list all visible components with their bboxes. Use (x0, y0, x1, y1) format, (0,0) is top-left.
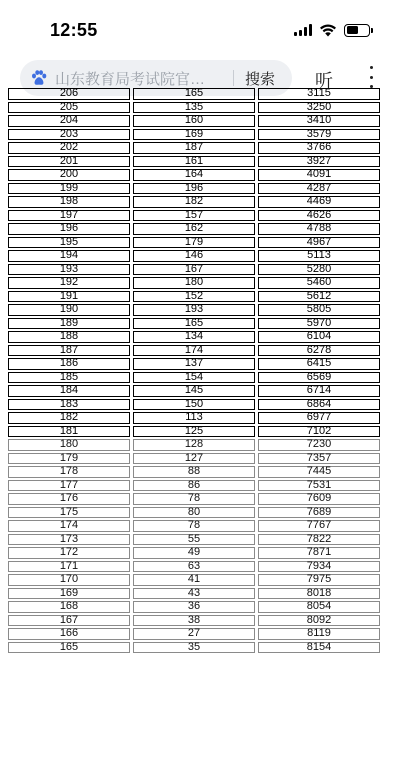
score-cell: 166 (8, 628, 130, 640)
score-cell: 198 (8, 196, 130, 208)
score-cell: 171 (8, 561, 130, 573)
count-cell: 49 (133, 547, 255, 559)
table-row (8, 210, 380, 222)
count-cell: 161 (133, 156, 255, 168)
count-cell: 162 (133, 223, 255, 235)
cumulative-cell: 4091 (258, 169, 380, 181)
table-row (8, 493, 380, 505)
count-cell: 150 (133, 399, 255, 411)
cumulative-cell: 3250 (258, 102, 380, 114)
cumulative-cell: 8119 (258, 628, 380, 640)
score-cell: 185 (8, 372, 130, 384)
cumulative-cell: 7689 (258, 507, 380, 519)
divider (233, 70, 234, 86)
cumulative-cell: 3927 (258, 156, 380, 168)
table-row (8, 588, 380, 600)
cumulative-cell: 5805 (258, 304, 380, 316)
table-row (8, 196, 380, 208)
table-row (8, 277, 380, 289)
status-icons (294, 23, 370, 37)
count-cell: 160 (133, 115, 255, 127)
score-cell: 168 (8, 601, 130, 613)
cumulative-cell: 3766 (258, 142, 380, 154)
count-cell: 36 (133, 601, 255, 613)
table-row (8, 453, 380, 465)
score-cell: 190 (8, 304, 130, 316)
count-cell: 196 (133, 183, 255, 195)
table-row (8, 223, 380, 235)
score-cell: 197 (8, 210, 130, 222)
count-cell: 145 (133, 385, 255, 397)
more-menu-icon[interactable] (368, 66, 374, 88)
score-cell: 172 (8, 547, 130, 559)
cumulative-cell: 4967 (258, 237, 380, 249)
cumulative-cell: 7230 (258, 439, 380, 451)
score-cell: 203 (8, 129, 130, 141)
count-cell: 152 (133, 291, 255, 303)
cumulative-cell: 8054 (258, 601, 380, 613)
score-cell: 196 (8, 223, 130, 235)
table-row (8, 642, 380, 654)
cellular-signal-icon (294, 24, 312, 36)
battery-icon (344, 24, 370, 37)
score-cell: 174 (8, 520, 130, 532)
score-cell: 200 (8, 169, 130, 181)
cumulative-cell: 8018 (258, 588, 380, 600)
score-cell: 169 (8, 588, 130, 600)
table-row (8, 156, 380, 168)
cumulative-cell: 7975 (258, 574, 380, 586)
table-row (8, 385, 380, 397)
score-cell: 206 (8, 88, 130, 100)
cumulative-cell: 6415 (258, 358, 380, 370)
count-cell: 55 (133, 534, 255, 546)
count-cell: 80 (133, 507, 255, 519)
score-cell: 175 (8, 507, 130, 519)
cumulative-cell: 6278 (258, 345, 380, 357)
score-cell: 178 (8, 466, 130, 478)
count-cell: 180 (133, 277, 255, 289)
score-cell: 192 (8, 277, 130, 289)
count-cell: 78 (133, 520, 255, 532)
table-row (8, 615, 380, 627)
cumulative-cell: 6714 (258, 385, 380, 397)
table-row (8, 507, 380, 519)
count-cell: 154 (133, 372, 255, 384)
cumulative-cell: 6104 (258, 331, 380, 343)
table-row (8, 102, 380, 114)
score-table-container (0, 87, 400, 780)
count-cell: 193 (133, 304, 255, 316)
cumulative-cell: 3115 (258, 88, 380, 100)
score-cell: 202 (8, 142, 130, 154)
cumulative-cell: 5280 (258, 264, 380, 276)
cumulative-cell: 5460 (258, 277, 380, 289)
cumulative-cell: 4626 (258, 210, 380, 222)
count-cell: 63 (133, 561, 255, 573)
score-cell: 173 (8, 534, 130, 546)
table-row (8, 466, 380, 478)
count-cell: 135 (133, 102, 255, 114)
cumulative-cell: 5113 (258, 250, 380, 262)
cumulative-cell: 7767 (258, 520, 380, 532)
score-cell: 170 (8, 574, 130, 586)
cumulative-cell: 6977 (258, 412, 380, 424)
score-cell: 204 (8, 115, 130, 127)
score-cell: 176 (8, 493, 130, 505)
count-cell: 128 (133, 439, 255, 451)
status-bar (0, 0, 400, 56)
baidu-paw-icon (30, 69, 48, 87)
count-cell: 35 (133, 642, 255, 654)
score-cell: 186 (8, 358, 130, 370)
cumulative-cell: 5612 (258, 291, 380, 303)
count-cell: 169 (133, 129, 255, 141)
score-cell: 195 (8, 237, 130, 249)
count-cell: 165 (133, 318, 255, 330)
score-cell: 182 (8, 412, 130, 424)
score-cell: 179 (8, 453, 130, 465)
table-row (8, 358, 380, 370)
table-row (8, 88, 380, 100)
table-row (8, 183, 380, 195)
table-row (8, 115, 380, 127)
count-cell: 157 (133, 210, 255, 222)
table-row (8, 129, 380, 141)
search-button[interactable]: 搜索 (245, 70, 276, 88)
cumulative-cell: 7531 (258, 480, 380, 492)
cumulative-cell: 4469 (258, 196, 380, 208)
count-cell: 182 (133, 196, 255, 208)
table-row (8, 331, 380, 343)
score-cell: 184 (8, 385, 130, 397)
score-cell: 167 (8, 615, 130, 627)
cumulative-cell: 5970 (258, 318, 380, 330)
score-cell: 180 (8, 439, 130, 451)
count-cell: 38 (133, 615, 255, 627)
count-cell: 167 (133, 264, 255, 276)
table-row (8, 169, 380, 181)
score-cell: 165 (8, 642, 130, 654)
table-row (8, 372, 380, 384)
cumulative-cell: 6569 (258, 372, 380, 384)
table-row (8, 399, 380, 411)
table-row (8, 142, 380, 154)
score-cell: 199 (8, 183, 130, 195)
score-cell: 201 (8, 156, 130, 168)
table-row (8, 264, 380, 276)
cumulative-cell: 7934 (258, 561, 380, 573)
score-distribution-table (5, 86, 383, 655)
score-cell: 177 (8, 480, 130, 492)
score-cell: 191 (8, 291, 130, 303)
table-row (8, 345, 380, 357)
cumulative-cell: 7357 (258, 453, 380, 465)
count-cell: 187 (133, 142, 255, 154)
score-cell: 193 (8, 264, 130, 276)
table-row (8, 291, 380, 303)
cumulative-cell: 8154 (258, 642, 380, 654)
table-row (8, 520, 380, 532)
table-row (8, 439, 380, 451)
cumulative-cell: 7609 (258, 493, 380, 505)
table-row (8, 561, 380, 573)
score-cell: 183 (8, 399, 130, 411)
count-cell: 137 (133, 358, 255, 370)
cumulative-cell: 4287 (258, 183, 380, 195)
count-cell: 125 (133, 426, 255, 438)
score-cell: 181 (8, 426, 130, 438)
page-title[interactable]: 山东教育局考试院官… (55, 70, 206, 88)
table-row (8, 412, 380, 424)
cumulative-cell: 6864 (258, 399, 380, 411)
count-cell: 113 (133, 412, 255, 424)
wifi-icon (319, 23, 337, 37)
cumulative-cell: 7445 (258, 466, 380, 478)
count-cell: 43 (133, 588, 255, 600)
count-cell: 164 (133, 169, 255, 181)
count-cell: 127 (133, 453, 255, 465)
table-row (8, 534, 380, 546)
table-row (8, 574, 380, 586)
count-cell: 27 (133, 628, 255, 640)
table-row (8, 237, 380, 249)
cumulative-cell: 7871 (258, 547, 380, 559)
score-cell: 187 (8, 345, 130, 357)
table-row (8, 304, 380, 316)
table-row (8, 547, 380, 559)
status-time: 12:55 (50, 20, 98, 40)
count-cell: 78 (133, 493, 255, 505)
table-row (8, 480, 380, 492)
cumulative-cell: 3410 (258, 115, 380, 127)
count-cell: 134 (133, 331, 255, 343)
score-cell: 205 (8, 102, 130, 114)
cumulative-cell: 8092 (258, 615, 380, 627)
cumulative-cell: 3579 (258, 129, 380, 141)
cumulative-cell: 7822 (258, 534, 380, 546)
count-cell: 165 (133, 88, 255, 100)
count-cell: 146 (133, 250, 255, 262)
cumulative-cell: 7102 (258, 426, 380, 438)
count-cell: 88 (133, 466, 255, 478)
table-row (8, 318, 380, 330)
table-row (8, 250, 380, 262)
cumulative-cell: 4788 (258, 223, 380, 235)
count-cell: 41 (133, 574, 255, 586)
score-cell: 194 (8, 250, 130, 262)
count-cell: 179 (133, 237, 255, 249)
table-row (8, 628, 380, 640)
score-cell: 188 (8, 331, 130, 343)
score-cell: 189 (8, 318, 130, 330)
listen-button[interactable]: 听 (315, 71, 333, 91)
table-row (8, 426, 380, 438)
count-cell: 86 (133, 480, 255, 492)
table-row (8, 601, 380, 613)
count-cell: 174 (133, 345, 255, 357)
